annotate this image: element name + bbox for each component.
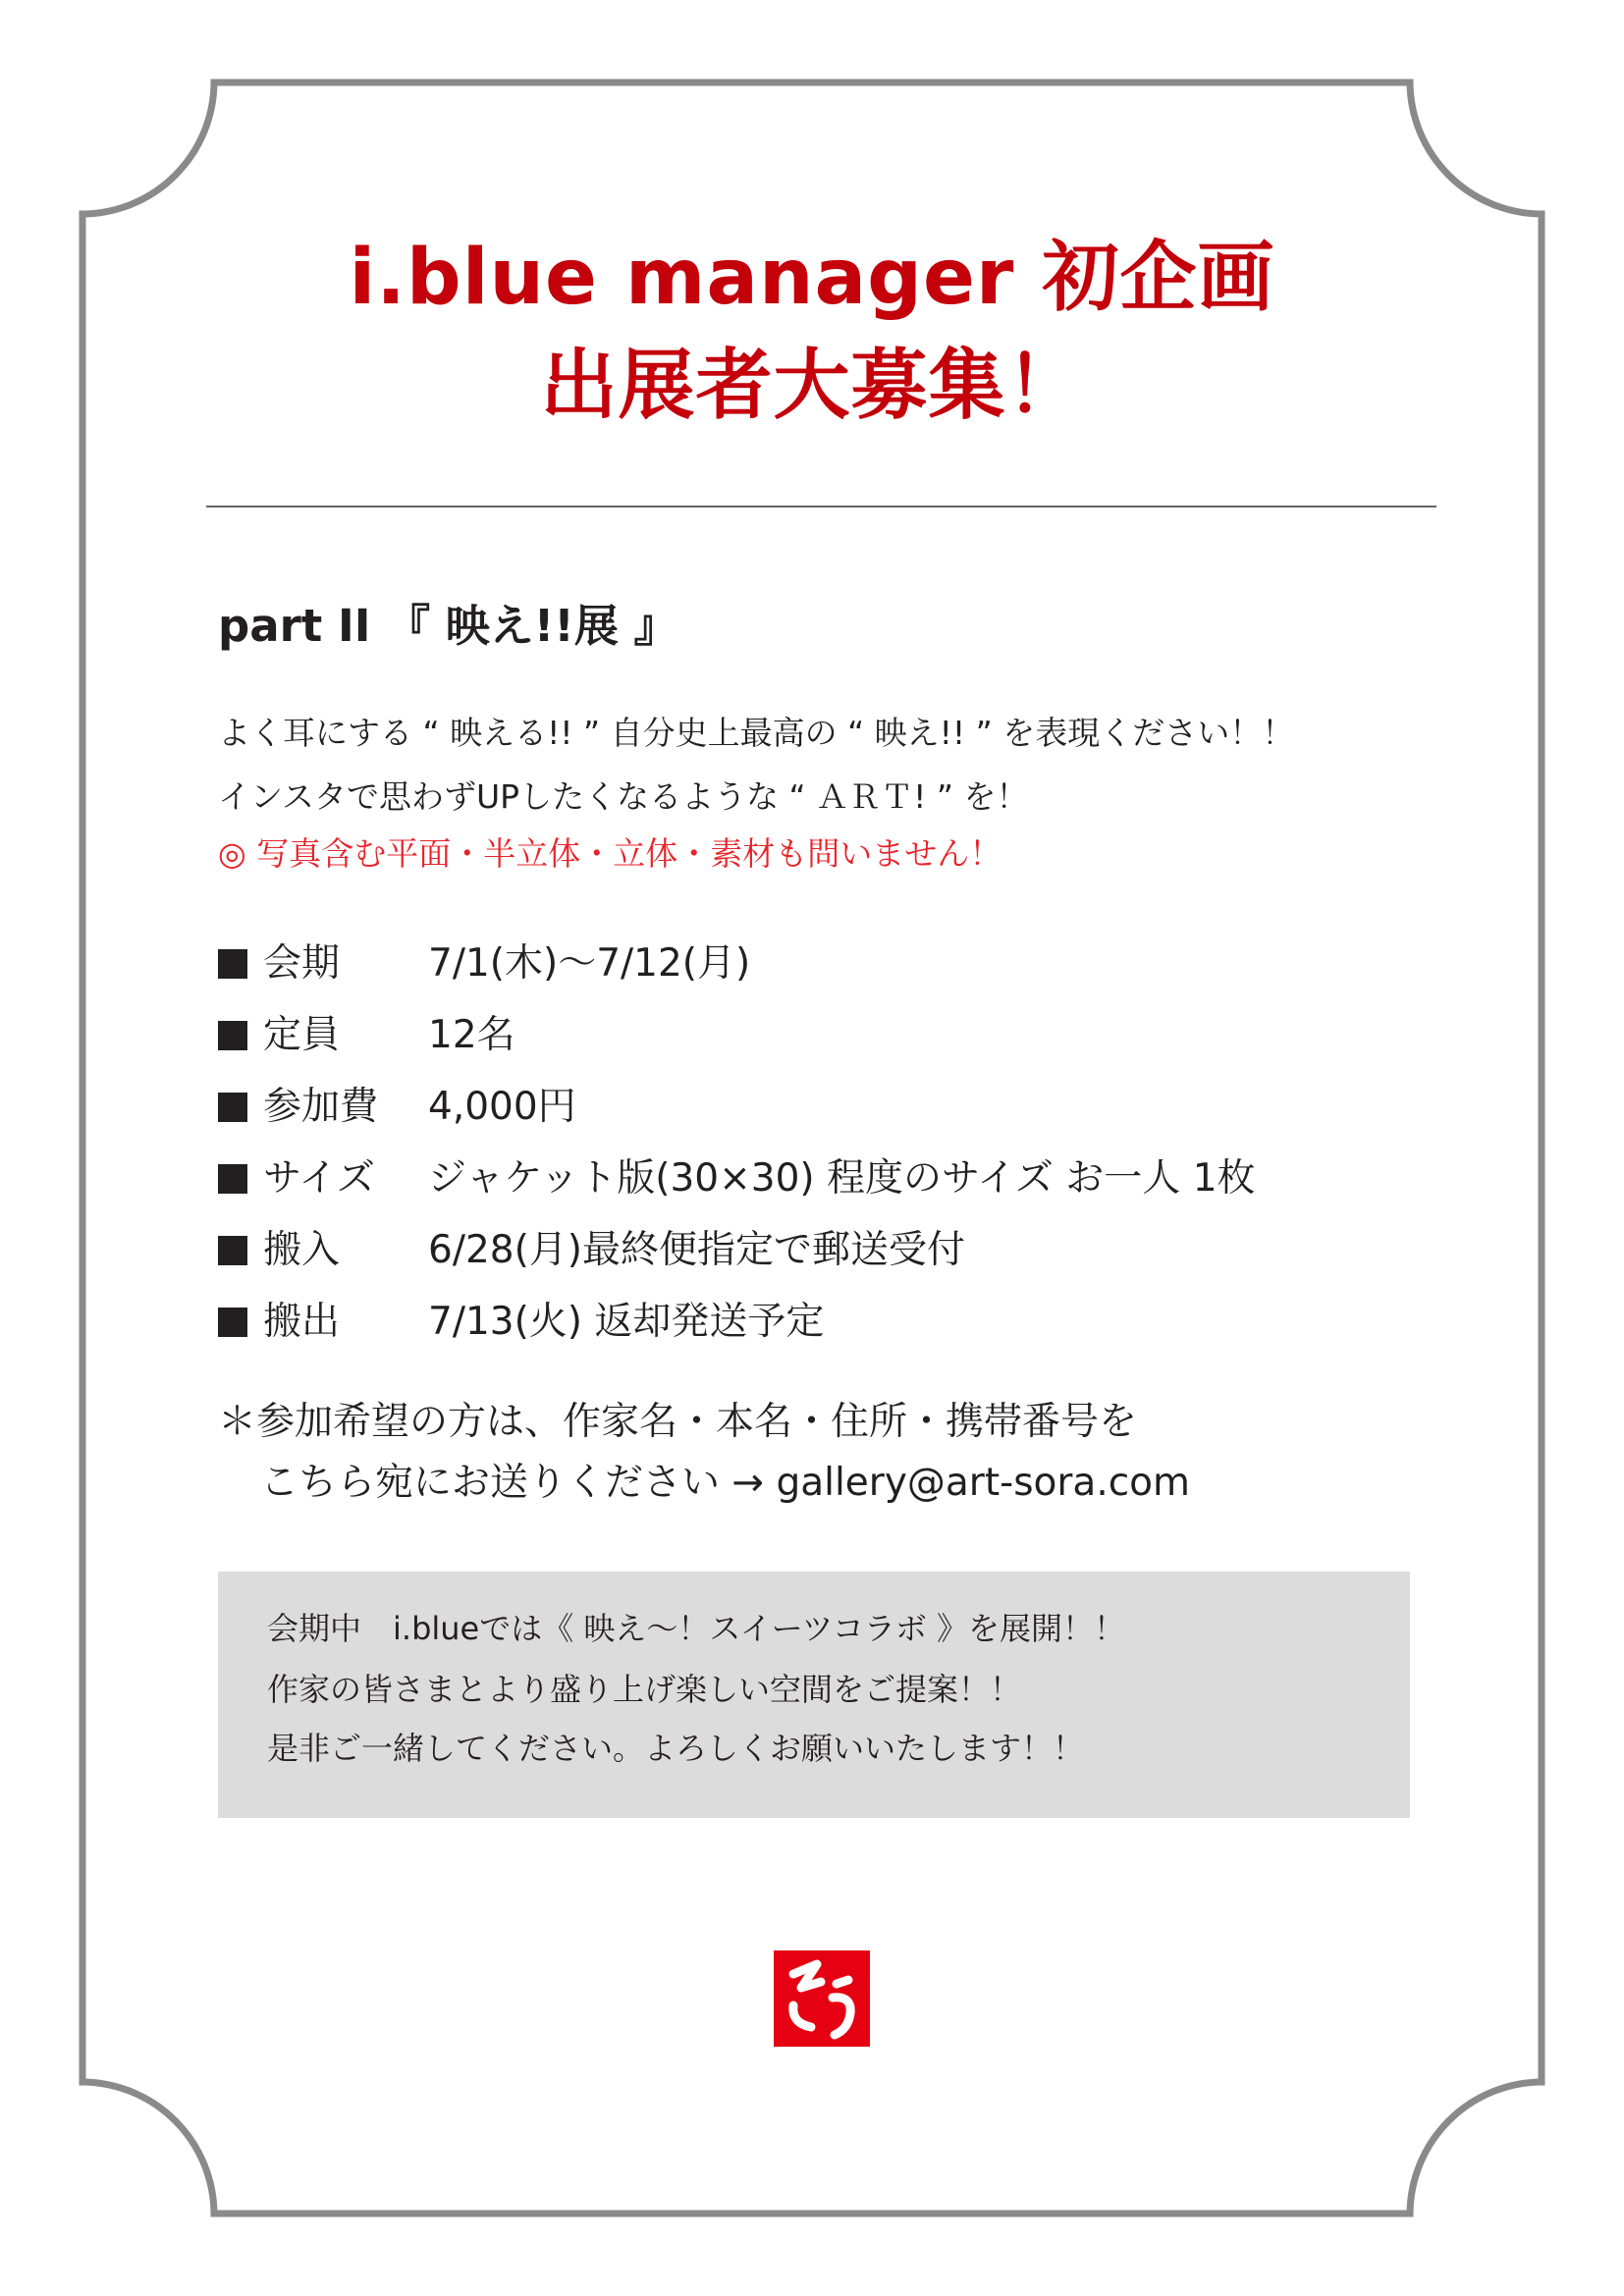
title-line-1: i.blue manager 初企画 xyxy=(349,234,1275,322)
info-box xyxy=(218,1572,1410,1818)
detail-row-delivery-in xyxy=(218,1226,965,1275)
detail-label: 定員 xyxy=(263,1013,341,1057)
intro-line-1: よく耳にする “ 映える!! ” 自分史上最高の “ 映え!! ” を表現ください！！ xyxy=(218,714,1295,752)
detail-label: 会期 xyxy=(263,941,341,986)
info-box-line-1: 会期中 i.blueでは《 映え〜！スイーツコラボ 》を展開！！ xyxy=(267,1610,1126,1647)
intro-line-2: インスタで思わずUPしたくなるような “ ＡＲＴ! ” を！ xyxy=(218,777,1029,816)
square-bullet-icon xyxy=(218,949,247,979)
detail-value: ジャケット版(30×30) 程度のサイズ お一人 1枚 xyxy=(428,1156,1256,1201)
square-bullet-icon xyxy=(218,1236,247,1265)
detail-row-delivery-out xyxy=(218,1298,824,1347)
detail-row-period xyxy=(218,939,750,988)
detail-label: 搬出 xyxy=(263,1300,341,1344)
detail-value: 7/1(木)〜7/12(月) xyxy=(428,941,751,986)
detail-row-fee xyxy=(218,1083,576,1132)
detail-value: 12名 xyxy=(428,1013,515,1057)
detail-label: 参加費 xyxy=(263,1085,379,1129)
detail-value: 6/28(月)最終便指定で郵送受付 xyxy=(428,1228,966,1272)
info-box-line-2: 作家の皆さまとより盛り上げ楽しい空間をご提案！！ xyxy=(267,1671,1022,1708)
square-bullet-icon xyxy=(218,1164,247,1194)
sora-logo xyxy=(774,1950,870,2047)
detail-label: サイズ xyxy=(263,1156,375,1201)
title-line-2: 出展者大募集！ xyxy=(540,342,1084,430)
detail-row-size xyxy=(218,1154,1256,1203)
square-bullet-icon xyxy=(218,1308,247,1337)
info-box-line-3: 是非ご一緒してください。よろしくお願いいたします！！ xyxy=(267,1730,1085,1767)
intro-line-3: ◎ 写真含む平面・半立体・立体・素材も問いません！ xyxy=(218,834,1002,873)
application-note-line-1: ＊参加希望の方は、作家名・本名・住所・携帯番号を xyxy=(218,1400,1138,1444)
square-bullet-icon xyxy=(218,1093,247,1122)
square-bullet-icon xyxy=(218,1021,247,1050)
sora-logo-mark xyxy=(774,1950,870,2047)
application-note-line-2: こちら宛にお送りください → gallery@art-sora.com xyxy=(260,1461,1191,1505)
detail-value: 7/13(火) 返却発送予定 xyxy=(428,1300,825,1344)
detail-value: 4,000円 xyxy=(428,1085,576,1129)
detail-label: 搬入 xyxy=(263,1228,341,1272)
divider xyxy=(206,506,1436,507)
exhibition-subtitle: part II 『 映え!!展 』 xyxy=(218,600,678,652)
detail-row-capacity xyxy=(218,1011,515,1060)
